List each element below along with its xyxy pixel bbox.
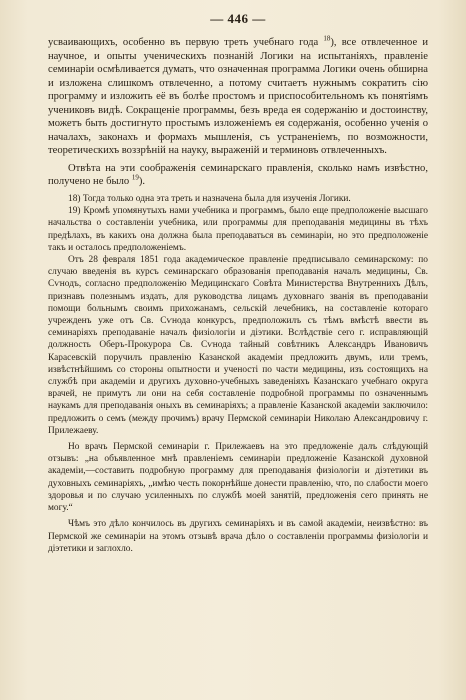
paragraph-1-rest: ), все отвлеченное и научное, и опыты ученическихъ познаній Логики на испытаніяхъ, правленіе семинаріи осмѣливается думать, что означенная программа Логики очень обширна и изложена слишкомъ отвлеченно, а потому считаетъ нужнымъ сократить сію программу и изложить её въ болѣе простомъ и приспособительномъ къ понятіямъ учениковъ видѣ. Сокращеніе программы, безъ вреда ея содержанію и достоинству, можетъ быть достигнуто простымъ изложеніемъ ея содержанія, особенно ученія о началахъ, законахъ и формахъ мышленія, съ устраненіемъ, по возможности, теоретическихъ воззрѣній на науку, выраженій и терминовъ отвлеченныхъ.	[48, 37, 428, 157]
paragraph-1-text: усвaивающихъ, особенно въ первую треть учебнаго года	[48, 37, 319, 48]
page-header	[48, 10, 428, 28]
page-number: — 446 —	[210, 11, 266, 26]
main-text	[48, 36, 428, 189]
footnote-paragraph-5: Чѣмъ это дѣло кончилось въ другихъ семинаріяхъ и въ самой академіи, неизвѣстно: въ Пермской же семинаріи на этомъ отзывѣ врача дѣло о составленіи программы физіологіи и діэтетики и заглохло.	[48, 519, 428, 554]
footnote-18: 18) Тогда только одна эта треть и назначена была для изученія Логики.	[68, 194, 351, 205]
paragraph-2	[48, 162, 428, 189]
footnote-19: 19) Кромѣ упомянутыхъ нами учебника и программъ, было еще предположеніе высшаго начальства о составленіи учебника, или программы для преподаванія медицины въ тѣхъ предѣлахъ, въ какихъ она должна была преподаваться въ семинаріи, но это предположеніе такъ и осталось предположеніемъ.	[48, 206, 428, 253]
footnotes	[48, 193, 428, 555]
paragraph-2-end: ).	[138, 176, 146, 188]
footnote-ref-19: 19	[131, 173, 139, 182]
paragraph-2-text: Отвѣта на эти соображенія семинарскаго правленія, сколько намъ извѣстно, получено не было	[48, 162, 428, 188]
footnote-paragraph-3: Отъ 28 февраля 1851 года академическое правленіе предписывало семинарскому: по случаю введенія въ курсъ семинарскаго образованія преподаванія началъ медицины, Св. Сѵнодъ, согласно предположенію Медицинскаго Совѣта Министерства Внутреннихъ Дѣлъ, признавъ полезнымъ издать, для руководства лицамъ духовнаго званія въ преподаваніи помощи больнымъ своимъ прихожанамъ, сельскій лечебникъ, на составленіе котораго учрежденъ уже отъ Св. Сѵнода конкурсъ, предположилъ съ тѣмъ вмѣстѣ ввести въ семинаріяхъ преподаваніе началъ физіологіи и діэтики. Вслѣдствіе сего г. исправляющій должность Оберъ-Прокурора Св. Сѵнода тайный совѣтникъ Александръ Ивановичъ Карасевскій поручилъ правленію Казанской академіи предложить двумъ, или тремъ, извѣстнѣйшимъ со стороны опытности и ученості по части медицины, изъ состоящихъ на службѣ при академіи и другихъ духовно-учебныхъ заведеніяхъ Казанскаго учебнаго округа врачей, не примутъ ли они на себя составленіе подробной программы по означеннымъ наукамъ для преподаванія оныхъ въ семинаріяхъ; а правленіе Казанской академіи заключило: предложить о семъ (между прочимъ) врачу Пермской семинаріи Николаю Александровичу г. Прилежаеву.	[48, 255, 428, 436]
paragraph-1	[48, 36, 428, 158]
footnote-paragraph-4: Но врачъ Пермской семинаріи г. Прилежаевъ на это предложеніе далъ слѣдующій отзывъ: „на объявленное мнѣ правленіемъ семинаріи предложеніе Казанской духовной академіи,—составить подробную программу для преподаванія физіологіи и діэтетики въ духовныхъ семинаріяхъ, „имѣю честь покорнѣйше донести правленію, что, по слабости моего здоровья и по случаю усиленныхъ по службѣ моей занятій, предложенія сего принять не могу.“	[48, 442, 428, 514]
footnote-ref-18: 18	[323, 34, 331, 43]
